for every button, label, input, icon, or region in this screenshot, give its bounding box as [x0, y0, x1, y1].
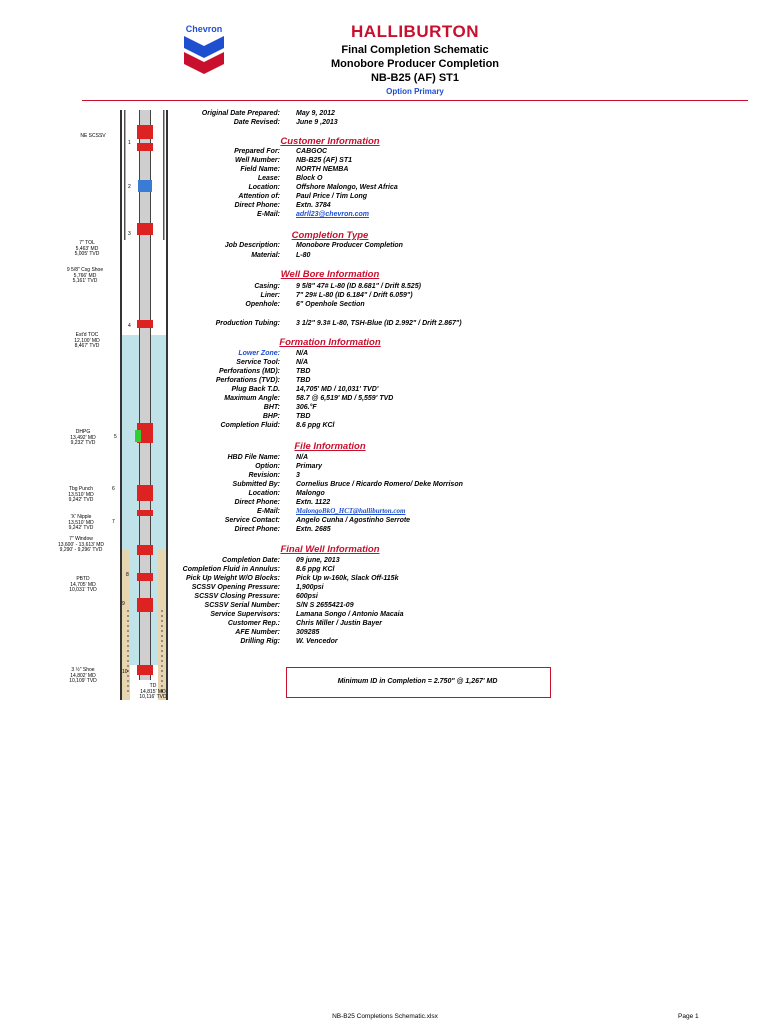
field-label: Casing: — [254, 283, 280, 290]
component-number: 1 — [128, 140, 131, 146]
field-label: Well Number: — [235, 157, 280, 164]
diagram-label-tol: 7" TOL 5,463' MD 5,005' TVD — [74, 240, 100, 257]
field-value: Extn. 3784 — [296, 202, 331, 209]
field-label: Location: — [248, 490, 280, 497]
field-label: Completion Fluid in Annulus: — [182, 566, 280, 573]
field-label: Service Supervisors: — [210, 611, 280, 618]
diagram-label-td: TD 14,815' MD 10,116' TVD — [139, 683, 167, 700]
field-value: TBD — [296, 377, 311, 384]
field-value: Monobore Producer Completion — [296, 242, 403, 249]
field-label: Location: — [248, 184, 280, 191]
field-value: Offshore Malongo, West Africa — [296, 184, 398, 191]
field-label: SCSSV Serial Number: — [204, 602, 280, 609]
field-label: Direct Phone: — [234, 499, 280, 506]
field-value: L-80 — [296, 252, 311, 259]
chevron-emblem-icon — [180, 34, 228, 78]
field-label: Liner: — [260, 292, 280, 299]
field-label: Plug Back T.D. — [231, 386, 280, 393]
field-label: HBD File Name: — [227, 454, 280, 461]
field-value: 9 5/8" 47# L-80 (ID 8.681" / Drift 8.525) — [296, 283, 421, 290]
diagram-label-toc: Est'd TOC 12,100' MD 8,467' TVD — [74, 332, 100, 349]
field-label: SCSSV Closing Pressure: — [194, 593, 280, 600]
field-value: Extn. 2685 — [296, 526, 331, 533]
component-number: 10 — [122, 669, 128, 675]
chevron-logo — [180, 24, 228, 84]
field-label: Lower Zone: — [238, 350, 280, 357]
field-label: Production Tubing: — [215, 320, 280, 327]
field-label: Completion Fluid: — [220, 422, 280, 429]
field-value: 8.6 ppg KCl — [296, 566, 335, 573]
field-value: 6" Openhole Section — [296, 301, 365, 308]
page-title: Final Completion Schematic — [341, 44, 489, 56]
field-label: Completion Date: — [222, 557, 280, 564]
minimum-id-text: Minimum ID in Completion = 2.750" @ 1,267' MD — [337, 678, 498, 685]
component-number: 3 — [128, 231, 131, 237]
section-formation-heading: Formation Information — [279, 337, 381, 348]
field-value: TBD — [296, 368, 311, 375]
field-value: Extn. 1122 — [296, 499, 331, 506]
field-value: 14,705' MD / 10,031' TVD' — [296, 386, 379, 393]
field-value: Angelo Cunha / Agostinho Serrote — [296, 517, 411, 524]
field-label: Prepared For: — [234, 148, 280, 155]
diagram-label-dhpg: DHPG 13,492' MD 9,232' TVD — [70, 429, 96, 446]
diagram-label-window: 7" Window 13,600' - 13,613' MD 9,290' - 9,296' TVD — [57, 536, 105, 553]
footer-filename: NB-B25 Completions Schematic.xlsx — [332, 1013, 438, 1020]
diagram-label-csg-shoe: 9 5/8" Csg Shoe 5,766' MD 5,161' TVD — [66, 267, 104, 284]
chevron-logo-text: Chevron — [185, 24, 223, 34]
page-subtitle: Monobore Producer Completion — [330, 58, 500, 70]
field-label: Drilling Rig: — [240, 638, 280, 645]
field-label: E-Mail: — [257, 211, 280, 218]
section-wellbore-heading: Well Bore Information — [280, 269, 380, 280]
component-number: 7 — [112, 519, 115, 525]
field-value: N/A — [296, 359, 309, 366]
field-label: Pick Up Weight W/O Blocks: — [186, 575, 280, 582]
field-label: Option: — [255, 463, 280, 470]
field-value: N/A — [296, 454, 309, 461]
field-label: Direct Phone: — [234, 202, 280, 209]
field-label: Lease: — [257, 175, 280, 182]
field-label: Customer Rep.: — [227, 620, 280, 627]
field-value: N/A — [296, 350, 309, 357]
diagram-label-x-nipple: 'X' Nipple 13,510' MD 9,242' TVD — [68, 514, 94, 531]
field-label: SCSSV Opening Pressure: — [191, 584, 280, 591]
component-number: 8 — [126, 572, 129, 578]
field-value: 7" 29# L-80 (ID 6.184" / Drift 6.059") — [296, 292, 413, 299]
diagram-label-shoe: 3 ½" Shoe 14,802' MD 10,109' TVD — [69, 667, 97, 684]
field-value: Block O — [296, 175, 323, 182]
field-value: 8.6 ppg KCl — [296, 422, 335, 429]
section-completion-heading: Completion Type — [291, 230, 369, 241]
file-email-link[interactable]: MalongoBkO_HCT@halliburton.com — [296, 507, 406, 515]
field-value: 309285 — [296, 629, 320, 636]
date-prepared-label: Original Date Prepared: — [201, 110, 280, 117]
field-label: Attention of: — [238, 193, 280, 200]
date-revised-value: June 9 ,2013 — [296, 119, 338, 126]
field-value: W. Vencedor — [296, 638, 338, 645]
customer-email-link[interactable]: adrll23@chevron.com — [296, 211, 369, 218]
section-final-heading: Final Well Information — [280, 544, 380, 555]
header-divider — [82, 100, 748, 101]
diagram-label-scssv: NE SCSSV — [80, 133, 106, 139]
field-label: Submitted By: — [232, 481, 280, 488]
field-value: 3 1/2" 9.3# L-80, TSH-Blue (ID 2.992" / Drift 2.867") — [296, 320, 462, 327]
field-label: E-Mail: — [257, 508, 280, 515]
well-name: NB-B25 (AF) ST1 — [370, 72, 459, 84]
field-label: Direct Phone: — [234, 526, 280, 533]
company-name: HALLIBURTON — [351, 22, 479, 41]
section-file-heading: File Information — [294, 441, 366, 452]
field-value: 3 — [296, 472, 300, 479]
field-label: Perforations (MD): — [218, 368, 280, 375]
field-value: 09 june, 2013 — [296, 557, 340, 564]
component-number: 9 — [122, 601, 125, 607]
field-label: Perforations (TVD): — [215, 377, 280, 384]
field-value: NORTH NEMBA — [296, 166, 349, 173]
field-label: Service Contact: — [224, 517, 280, 524]
field-label: Openhole: — [245, 301, 280, 308]
component-number: 6 — [112, 486, 115, 492]
field-value: 1,900psi — [296, 584, 324, 591]
page-number: Page 1 — [678, 1013, 699, 1020]
field-label: BHT: — [263, 404, 280, 411]
diagram-label-tbg-punch: Tbg Punch 13,510' MD 9,242' TVD — [68, 486, 94, 503]
field-value: NB-B25 (AF) ST1 — [296, 157, 353, 164]
field-label: Field Name: — [240, 166, 280, 173]
field-label: Job Description: — [224, 242, 280, 249]
field-label: Service Tool: — [236, 359, 280, 366]
field-value: Primary — [296, 463, 323, 470]
field-value: Chris Miller / Justin Bayer — [296, 620, 382, 627]
field-label: Revision: — [248, 472, 280, 479]
field-value: 600psi — [296, 593, 318, 600]
option-label: Option Primary — [386, 87, 444, 96]
field-value: 58.7 @ 6,519' MD / 5,559' TVD — [296, 395, 394, 402]
field-value: S/N S 2655421-09 — [296, 602, 354, 609]
field-label: Material: — [251, 252, 280, 259]
section-customer-heading: Customer Information — [280, 136, 380, 147]
field-value: Malongo — [296, 490, 325, 497]
component-number: 5 — [114, 434, 117, 440]
field-value: TBD — [296, 413, 311, 420]
field-value: Paul Price / Tim Long — [296, 193, 368, 200]
date-revised-label: Date Revised: — [233, 119, 280, 126]
field-label: Maximum Angle: — [224, 395, 280, 402]
field-value: Cornelius Bruce / Ricardo Romero/ Deke Morrison — [296, 481, 463, 488]
field-label: BHP: — [262, 413, 280, 420]
field-value: CABGOC — [296, 148, 328, 155]
date-prepared-value: May 9, 2012 — [296, 110, 335, 117]
component-number: 2 — [128, 184, 131, 190]
field-value: Pick Up w-160k, Slack Off-115k — [296, 575, 399, 582]
diagram-label-pbtd: PBTD 14,705' MD 10,031' TVD — [69, 576, 97, 593]
component-number: 4 — [128, 323, 131, 329]
field-value: Lamana Songo / Antonio Macaia — [296, 611, 404, 618]
field-value: 306.°F — [296, 404, 317, 411]
field-label: AFE Number: — [235, 629, 280, 636]
